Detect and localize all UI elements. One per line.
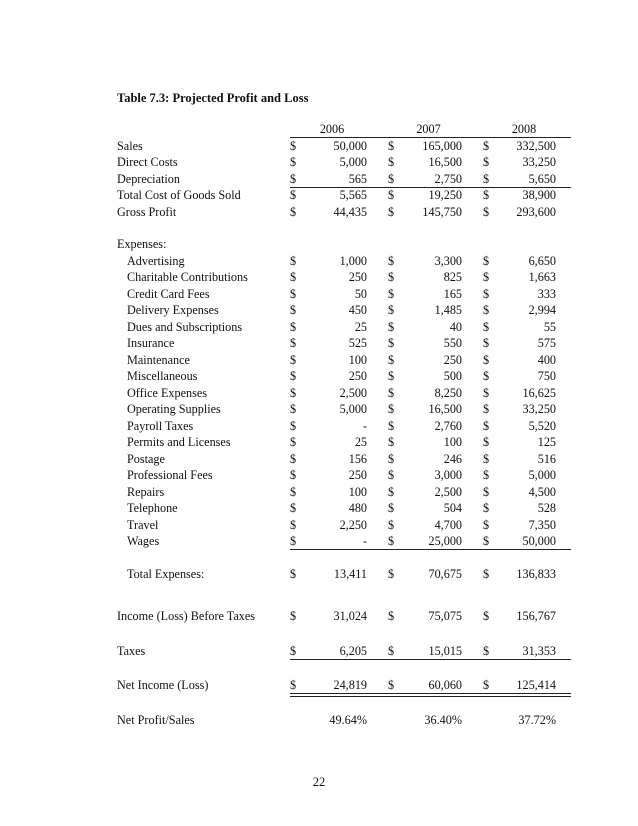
amount-value: 25	[354, 435, 367, 449]
amount-value: 75,075	[428, 609, 462, 623]
row-label: Net Profit/Sales	[117, 712, 195, 727]
expense-row	[117, 335, 571, 352]
expense-row	[117, 286, 571, 303]
expense-row	[117, 269, 571, 286]
expense-row	[117, 434, 571, 451]
currency-symbol: $	[483, 171, 490, 186]
amount-value: 15,015	[428, 643, 462, 658]
amount-value: 5,520	[528, 418, 556, 433]
row-label: Net Income (Loss)	[117, 678, 209, 692]
percent-value: 36.40%	[424, 712, 462, 727]
currency-symbol: $	[483, 534, 490, 548]
amount-value: 525	[348, 336, 367, 350]
amount-value: 528	[537, 501, 556, 515]
currency-symbol: $	[290, 188, 297, 202]
row-label: Operating Supplies	[127, 402, 221, 416]
amount-value: 480	[348, 501, 367, 515]
currency-symbol: $	[388, 319, 395, 334]
currency-symbol: $	[483, 270, 490, 284]
currency-symbol: $	[290, 468, 297, 482]
currency-symbol: $	[483, 253, 490, 268]
amount-value: 750	[537, 369, 556, 383]
amount-value: 825	[443, 270, 462, 284]
row-label: Insurance	[127, 336, 175, 350]
amount-value: 250	[443, 352, 462, 367]
row-label: Postage	[127, 451, 165, 466]
row-label: Permits and Licenses	[127, 435, 231, 449]
amount-value: -	[362, 534, 367, 548]
currency-symbol: $	[290, 402, 297, 416]
row-label: Gross Profit	[117, 204, 177, 219]
amount-value: 100	[348, 484, 367, 499]
amount-value: 2,994	[528, 303, 556, 317]
currency-symbol: $	[290, 303, 297, 317]
amount-value: 31,024	[333, 609, 367, 623]
currency-symbol: $	[483, 155, 490, 169]
currency-symbol: $	[290, 204, 297, 219]
amount-value: 100	[348, 352, 367, 367]
amount-value: 136,833	[516, 566, 556, 581]
amount-value: 100	[443, 435, 462, 449]
currency-symbol: $	[388, 402, 395, 416]
currency-symbol: $	[388, 678, 395, 692]
row-label: Taxes	[117, 643, 146, 658]
currency-symbol: $	[290, 418, 297, 433]
amount-value: 16,625	[522, 385, 556, 400]
amount-value: 55	[543, 319, 556, 334]
currency-symbol: $	[290, 435, 297, 449]
currency-symbol: $	[290, 138, 297, 153]
amount-value: 500	[443, 369, 462, 383]
amount-value: 5,000	[339, 402, 367, 416]
amount-value: 4,500	[528, 484, 556, 499]
amount-value: 16,500	[428, 402, 462, 416]
currency-symbol: $	[483, 319, 490, 334]
currency-symbol: $	[388, 566, 395, 581]
total-rule	[290, 659, 571, 660]
year-header-row	[117, 121, 571, 138]
currency-symbol: $	[483, 138, 490, 153]
row-label: Payroll Taxes	[127, 418, 194, 433]
amount-value: 145,750	[422, 204, 462, 219]
currency-symbol: $	[483, 484, 490, 499]
amount-value: 516	[537, 451, 556, 466]
row-label: Delivery Expenses	[127, 303, 219, 317]
currency-symbol: $	[388, 609, 395, 623]
amount-value: 565	[348, 171, 367, 186]
currency-symbol: $	[388, 534, 395, 548]
expense-row	[117, 319, 571, 336]
currency-symbol: $	[290, 155, 297, 169]
currency-symbol: $	[388, 352, 395, 367]
currency-symbol: $	[290, 270, 297, 284]
row-label: Sales	[117, 138, 143, 153]
currency-symbol: $	[483, 303, 490, 317]
currency-symbol: $	[483, 609, 490, 623]
expense-row	[117, 500, 571, 517]
currency-symbol: $	[290, 484, 297, 499]
amount-value: 60,060	[428, 678, 462, 692]
expense-row	[117, 401, 571, 418]
amount-value: 2,750	[434, 171, 462, 186]
net-income-row	[117, 677, 571, 694]
currency-symbol: $	[483, 566, 490, 581]
amount-value: 246	[443, 451, 462, 466]
currency-symbol: $	[483, 369, 490, 383]
expense-row	[117, 533, 571, 550]
amount-value: 5,565	[339, 188, 367, 202]
row-label: Advertising	[127, 253, 185, 268]
amount-value: 33,250	[522, 402, 556, 416]
row-label: Telephone	[127, 501, 178, 515]
table-row	[117, 171, 571, 188]
currency-symbol: $	[388, 484, 395, 499]
expense-row	[117, 352, 571, 369]
currency-symbol: $	[483, 678, 490, 692]
currency-symbol: $	[290, 451, 297, 466]
amount-value: 24,819	[333, 678, 367, 692]
amount-value: 7,350	[528, 517, 556, 532]
amount-value: 550	[443, 336, 462, 350]
amount-value: 1,663	[528, 270, 556, 284]
currency-symbol: $	[290, 253, 297, 268]
amount-value: 4,700	[434, 517, 462, 532]
table-row	[117, 154, 571, 171]
amount-value: 156,767	[516, 609, 556, 623]
currency-symbol: $	[388, 643, 395, 658]
currency-symbol: $	[290, 171, 297, 186]
currency-symbol: $	[483, 286, 490, 301]
amount-value: 450	[348, 303, 367, 317]
income-before-taxes-row	[117, 608, 571, 625]
currency-symbol: $	[290, 319, 297, 334]
amount-value: 2,500	[434, 484, 462, 499]
currency-symbol: $	[388, 138, 395, 153]
currency-symbol: $	[388, 303, 395, 317]
row-label: Professional Fees	[127, 468, 213, 482]
amount-value: 125	[537, 435, 556, 449]
currency-symbol: $	[483, 336, 490, 350]
currency-symbol: $	[290, 385, 297, 400]
currency-symbol: $	[388, 336, 395, 350]
net-profit-sales-row	[117, 712, 571, 729]
currency-symbol: $	[290, 517, 297, 532]
currency-symbol: $	[483, 468, 490, 482]
currency-symbol: $	[483, 352, 490, 367]
currency-symbol: $	[388, 253, 395, 268]
amount-value: 333	[537, 286, 556, 301]
currency-symbol: $	[388, 468, 395, 482]
amount-value: 3,300	[434, 253, 462, 268]
currency-symbol: $	[388, 385, 395, 400]
taxes-row	[117, 643, 571, 660]
amount-value: 70,675	[428, 566, 462, 581]
amount-value: 40	[449, 319, 462, 334]
amount-value: 13,411	[333, 566, 367, 581]
expense-row	[117, 467, 571, 484]
currency-symbol: $	[290, 643, 297, 658]
expense-row	[117, 253, 571, 270]
currency-symbol: $	[290, 286, 297, 301]
amount-value: 25,000	[428, 534, 462, 548]
currency-symbol: $	[483, 435, 490, 449]
amount-value: 38,900	[522, 188, 556, 202]
table-title: Table 7.3: Projected Profit and Loss	[117, 91, 309, 105]
amount-value: 250	[348, 468, 367, 482]
amount-value: 44,435	[333, 204, 367, 219]
double-rule	[290, 693, 571, 697]
total-rule	[290, 549, 571, 550]
currency-symbol: $	[290, 501, 297, 515]
year-header: 2007	[416, 122, 441, 136]
amount-value: 332,500	[516, 138, 556, 153]
amount-value: 25	[354, 319, 367, 334]
expense-row	[117, 418, 571, 435]
amount-value: 400	[537, 352, 556, 367]
row-label: Direct Costs	[117, 155, 178, 169]
currency-symbol: $	[483, 402, 490, 416]
row-label: Credit Card Fees	[127, 286, 210, 301]
percent-value: 37.72%	[518, 712, 556, 727]
currency-symbol: $	[388, 369, 395, 383]
row-label: Miscellaneous	[127, 369, 198, 383]
currency-symbol: $	[290, 678, 297, 692]
amount-value: 293,600	[516, 204, 556, 219]
amount-value: 125,414	[516, 678, 556, 692]
expense-row	[117, 451, 571, 468]
row-label: Wages	[127, 534, 160, 548]
currency-symbol: $	[388, 286, 395, 301]
amount-value: 33,250	[522, 155, 556, 169]
row-label: Travel	[127, 517, 159, 532]
table-row	[117, 204, 571, 221]
amount-value: 165	[443, 286, 462, 301]
expense-row	[117, 368, 571, 385]
currency-symbol: $	[388, 418, 395, 433]
percent-value: 49.64%	[329, 712, 367, 727]
amount-value: 2,250	[339, 517, 367, 532]
currency-symbol: $	[388, 451, 395, 466]
amount-value: 50,000	[522, 534, 556, 548]
expense-row	[117, 385, 571, 402]
amount-value: 250	[348, 270, 367, 284]
currency-symbol: $	[290, 566, 297, 581]
amount-value: 1,000	[339, 253, 367, 268]
expense-row	[117, 517, 571, 534]
expense-row	[117, 302, 571, 319]
amount-value: 16,500	[428, 155, 462, 169]
amount-value: 504	[443, 501, 462, 515]
row-label: Office Expenses	[127, 385, 207, 400]
currency-symbol: $	[290, 352, 297, 367]
profit-loss-table	[117, 121, 571, 728]
amount-value: 165,000	[422, 138, 462, 153]
row-label: Maintenance	[127, 352, 190, 367]
row-label: Dues and Subscriptions	[127, 319, 243, 334]
currency-symbol: $	[290, 609, 297, 623]
page-number: 22	[312, 775, 326, 789]
currency-symbol: $	[388, 171, 395, 186]
currency-symbol: $	[388, 188, 395, 202]
currency-symbol: $	[388, 501, 395, 515]
amount-value: 31,353	[522, 643, 556, 658]
row-label: Charitable Contributions	[127, 270, 248, 284]
table-row	[117, 138, 571, 155]
row-label: Total Expenses:	[127, 566, 205, 581]
expense-row	[117, 484, 571, 501]
amount-value: 50,000	[333, 138, 367, 153]
amount-value: 6,650	[528, 253, 556, 268]
amount-value: 1,485	[434, 303, 462, 317]
year-header: 2006	[319, 122, 345, 136]
currency-symbol: $	[388, 517, 395, 532]
currency-symbol: $	[483, 643, 490, 658]
amount-value: 2,500	[339, 385, 367, 400]
row-label: Total Cost of Goods Sold	[117, 188, 241, 202]
amount-value: -	[362, 418, 367, 433]
currency-symbol: $	[483, 418, 490, 433]
row-label: Depreciation	[117, 171, 180, 186]
currency-symbol: $	[388, 155, 395, 169]
currency-symbol: $	[388, 204, 395, 219]
amount-value: 2,760	[434, 418, 462, 433]
currency-symbol: $	[290, 336, 297, 350]
currency-symbol: $	[483, 517, 490, 532]
amount-value: 5,000	[339, 155, 367, 169]
amount-value: 50	[354, 286, 367, 301]
row-label: Income (Loss) Before Taxes	[117, 609, 256, 623]
expenses-heading-row	[117, 236, 571, 253]
currency-symbol: $	[483, 204, 490, 219]
amount-value: 3,000	[434, 468, 462, 482]
currency-symbol: $	[388, 270, 395, 284]
year-header: 2008	[511, 122, 537, 136]
expenses-heading: Expenses:	[117, 237, 167, 251]
currency-symbol: $	[290, 534, 297, 548]
amount-value: 5,650	[528, 171, 556, 186]
row-label: Repairs	[127, 484, 165, 499]
amount-value: 575	[537, 336, 556, 350]
currency-symbol: $	[290, 369, 297, 383]
amount-value: 8,250	[434, 385, 462, 400]
amount-value: 250	[348, 369, 367, 383]
total-expenses-row	[117, 566, 571, 583]
currency-symbol: $	[483, 385, 490, 400]
table-row	[117, 187, 571, 204]
currency-symbol: $	[388, 435, 395, 449]
currency-symbol: $	[483, 188, 490, 202]
amount-value: 19,250	[428, 188, 462, 202]
amount-value: 6,205	[339, 643, 367, 658]
currency-symbol: $	[483, 451, 490, 466]
amount-value: 5,000	[528, 468, 556, 482]
amount-value: 156	[348, 451, 367, 466]
currency-symbol: $	[483, 501, 490, 515]
